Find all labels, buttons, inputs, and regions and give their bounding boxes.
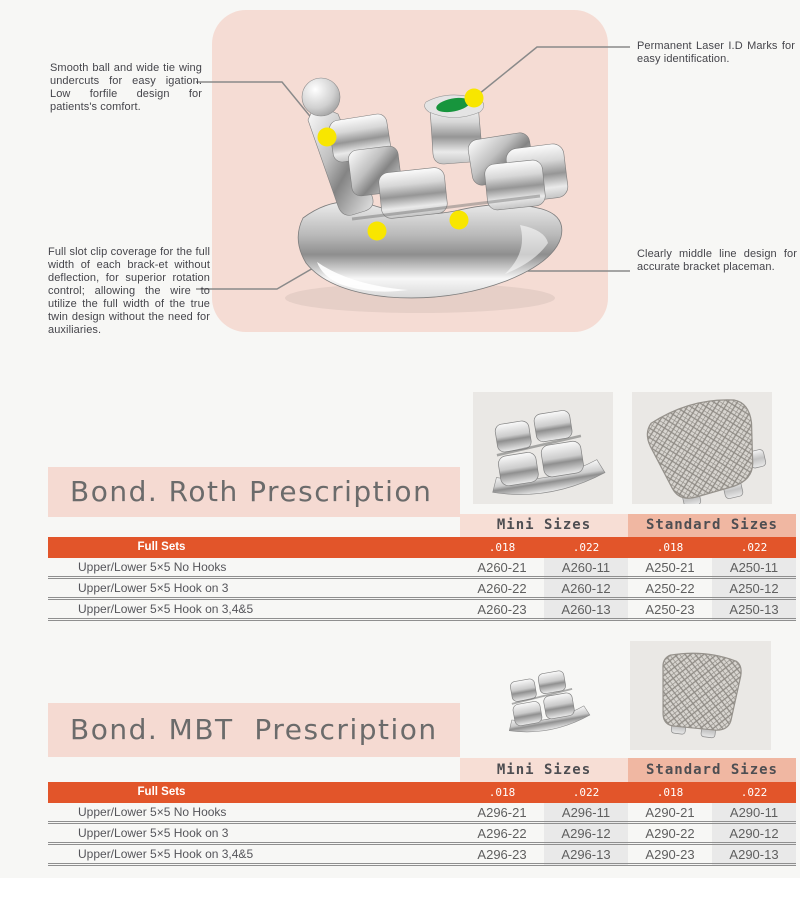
part-number: A260-22: [477, 581, 527, 596]
table-row: [48, 600, 796, 621]
full-sets-row-mbt: [48, 782, 796, 803]
part-number: A296-12: [561, 826, 611, 841]
size-label: .022: [572, 786, 600, 799]
section-banner-mbt: [48, 703, 460, 757]
size-label: .018: [488, 786, 516, 799]
column-group-mini-mbt: Mini Sizes: [460, 758, 628, 782]
part-number: A290-21: [645, 805, 695, 820]
size-label: .018: [656, 786, 684, 799]
part-number: A296-21: [477, 805, 527, 820]
part-number: A260-21: [477, 560, 527, 575]
annotation-laser-marks: Permanent Laser I.D Marks for easy identification.: [637, 40, 795, 65]
mbt-standard-thumbnail: [630, 641, 771, 750]
row-label: Upper/Lower 5×5 No Hooks: [78, 560, 227, 574]
part-number: A296-13: [561, 847, 611, 862]
table-row: [48, 803, 796, 824]
size-label: .018: [488, 541, 516, 554]
part-number: A290-13: [729, 847, 779, 862]
size-label: .022: [740, 786, 768, 799]
annotation-tie-wing: Smooth ball and wide tie wing undercuts for easy igation. Low forfile design for patients's comfort.: [50, 62, 202, 113]
part-number: A290-22: [645, 826, 695, 841]
row-label: Upper/Lower 5×5 No Hooks: [78, 805, 227, 819]
part-number: A250-13: [729, 602, 779, 617]
marker-dot-slot-clip: [368, 222, 387, 241]
part-number: A260-12: [561, 581, 611, 596]
roth-standard-thumbnail: [632, 392, 772, 504]
part-number: A250-12: [729, 581, 779, 596]
marker-dot-laser-mark: [465, 89, 484, 108]
section-banner-roth: [48, 467, 460, 517]
part-number: A296-11: [561, 805, 611, 820]
annotation-slot-clip: Full slot clip coverage for the full width of each brack-et without deflection, for superior rotation control; allowing the wire to utilize the full width of the true twin design without the need for auxiliaries.: [48, 246, 210, 336]
part-number: A250-11: [729, 560, 779, 575]
page-bottom-strip: [0, 878, 800, 900]
table-row: [48, 824, 796, 845]
part-number: A296-22: [477, 826, 527, 841]
part-number: A250-23: [645, 602, 695, 617]
part-number: A290-11: [729, 805, 779, 820]
part-number: A260-13: [561, 602, 611, 617]
row-label: Upper/Lower 5×5 Hook on 3,4&5: [78, 602, 254, 616]
marker-dot-tie-wing: [318, 128, 337, 147]
part-number: A260-11: [561, 560, 611, 575]
mbt-mini-thumbnail: [490, 655, 600, 740]
part-number: A296-23: [477, 847, 527, 862]
table-row: [48, 579, 796, 600]
annotation-middle-line: Clearly middle line design for accurate bracket placeman.: [637, 248, 797, 273]
bracket-ball-hook: [302, 78, 340, 116]
part-number: A250-22: [645, 581, 695, 596]
section-title-mbt: Bond. MBT Prescription: [70, 713, 438, 746]
size-label: .022: [740, 541, 768, 554]
row-label: Upper/Lower 5×5 Hook on 3: [78, 826, 229, 840]
column-group-standard-mbt: Standard Sizes: [628, 758, 796, 782]
part-number: A250-21: [645, 560, 695, 575]
size-label: .022: [572, 541, 600, 554]
part-number: A260-23: [477, 602, 527, 617]
row-label: Upper/Lower 5×5 Hook on 3,4&5: [78, 847, 254, 861]
full-sets-label: Full Sets: [137, 541, 186, 553]
row-label: Upper/Lower 5×5 Hook on 3: [78, 581, 229, 595]
full-sets-row-roth: [48, 537, 796, 558]
table-row: [48, 845, 796, 866]
marker-dot-middle-line: [450, 211, 469, 230]
part-number: A290-12: [729, 826, 779, 841]
table-row: [48, 558, 796, 579]
full-sets-label: Full Sets: [137, 786, 186, 798]
size-label: .018: [656, 541, 684, 554]
part-number: A290-23: [645, 847, 695, 862]
column-group-mini-roth: Mini Sizes: [460, 514, 628, 537]
roth-mini-thumbnail: [473, 392, 613, 504]
section-title-roth: Bond. Roth Prescription: [70, 475, 433, 508]
column-group-standard-roth: Standard Sizes: [628, 514, 796, 537]
